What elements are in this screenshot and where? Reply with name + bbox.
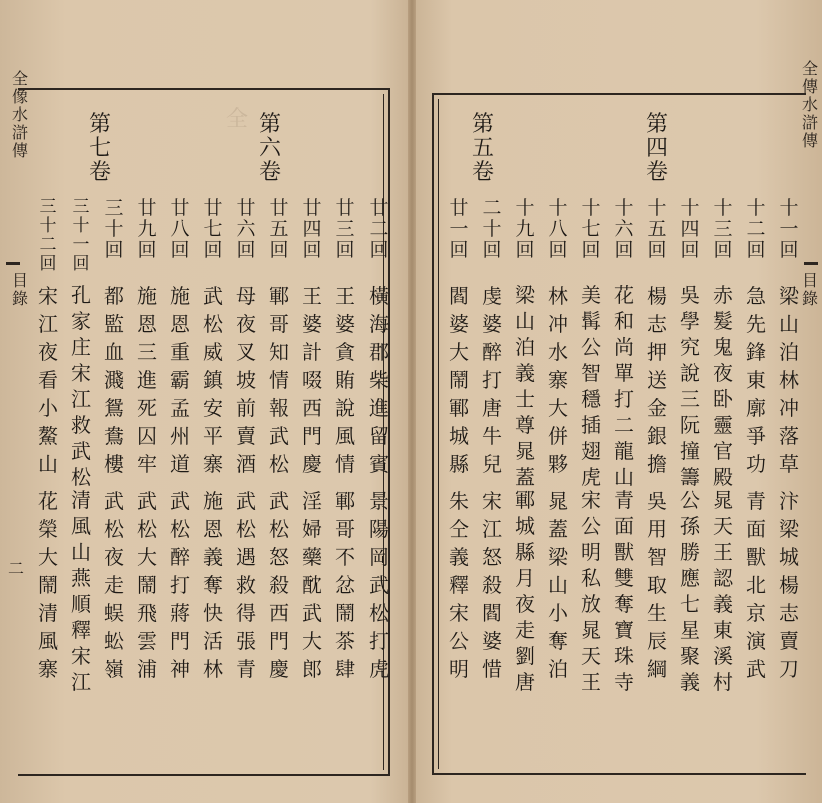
chapter-title-first: 梁山泊林冲落草 bbox=[779, 284, 799, 476]
chapter-title-second: 汴梁城楊志賣刀 bbox=[779, 489, 799, 681]
chapter-number: 三十二回 bbox=[39, 197, 57, 274]
chapter-title-first: 母夜叉坡前賣酒 bbox=[236, 284, 256, 476]
chapter-number: 十三回 bbox=[713, 197, 733, 261]
chapter-title-second: 景陽岡武松打虎 bbox=[369, 489, 389, 681]
chapter-title-second: 吳用智取生辰綱 bbox=[647, 489, 667, 681]
chapter-title-first: 王婆計啜西門慶 bbox=[302, 284, 322, 476]
show-through-ghost: 全 bbox=[225, 107, 248, 132]
chapter-title-second: 施恩義奪快活林 bbox=[203, 489, 223, 681]
left-page bbox=[0, 0, 410, 803]
chapter-title-second: 武松夜走蜈蚣嶺 bbox=[104, 489, 124, 681]
left-heading-1: 第六卷 bbox=[258, 112, 281, 185]
chapter-title-first: 鄆哥知情報武松 bbox=[269, 284, 289, 476]
chapter-title-first: 楊志押送金銀擔 bbox=[647, 284, 667, 476]
chapter-number: 三十一回 bbox=[72, 197, 90, 274]
chapter-number: 十八回 bbox=[548, 197, 568, 261]
chapter-number: 十一回 bbox=[779, 197, 799, 261]
chapter-title-second: 晁天王認義東溪村 bbox=[713, 488, 733, 694]
chapter-title-second: 宋公明私放晁天王 bbox=[581, 488, 601, 694]
chapter-number: 廿五回 bbox=[269, 197, 289, 261]
chapter-title-second: 青面獸雙奪寶珠寺 bbox=[614, 488, 634, 694]
left-folio-section: 目錄 bbox=[11, 271, 28, 308]
chapter-title-second: 青面獸北京演武 bbox=[746, 489, 766, 681]
chapter-title-second: 武松大鬧飛雲浦 bbox=[137, 489, 157, 681]
chapter-title-second: 公孫勝應七星聚義 bbox=[680, 488, 700, 694]
chapter-title-second: 宋江怒殺閻婆惜 bbox=[482, 489, 502, 681]
chapter-title-first: 美髯公智穩插翅虎 bbox=[581, 283, 601, 489]
right-page bbox=[414, 0, 822, 803]
chapter-number: 廿三回 bbox=[335, 197, 355, 261]
chapter-number: 十六回 bbox=[614, 197, 634, 261]
chapter-title-first: 施恩三進死囚牢 bbox=[137, 284, 157, 476]
left-folio-title: 全像水滸傳 bbox=[11, 69, 28, 160]
chapter-title-first: 孔家庄宋江救武松 bbox=[71, 283, 91, 489]
chapter-title-first: 施恩重霸孟州道 bbox=[170, 284, 190, 476]
chapter-title-first: 閻婆大鬧鄆城縣 bbox=[449, 284, 469, 476]
chapter-number: 廿一回 bbox=[449, 197, 469, 261]
chapter-title-first: 宋江夜看小鰲山 bbox=[38, 284, 58, 476]
chapter-title-first: 武松威鎮安平寨 bbox=[203, 284, 223, 476]
chapter-number: 廿六回 bbox=[236, 197, 256, 261]
chapter-number: 廿四回 bbox=[302, 197, 322, 261]
chapter-title-first: 吳學究說三阮撞籌 bbox=[680, 283, 700, 489]
chapter-title-first: 林冲水寨大併夥 bbox=[548, 284, 568, 476]
chapter-title-first: 虔婆醉打唐牛兒 bbox=[482, 284, 502, 476]
chapter-number: 十五回 bbox=[647, 197, 667, 261]
chapter-title-second: 花榮大鬧清風寨 bbox=[38, 489, 58, 681]
left-page-number: 二 bbox=[7, 559, 24, 578]
right-heading-1: 第四卷 bbox=[645, 112, 668, 185]
chapter-number: 廿七回 bbox=[203, 197, 223, 261]
right-folio-title: 全傳水滸傳 bbox=[801, 59, 818, 150]
chapter-title-first: 橫海郡柴進留賓 bbox=[369, 284, 389, 476]
right-folio-section: 目錄 bbox=[801, 271, 818, 308]
chapter-title-first: 王婆貪賄說風情 bbox=[335, 284, 355, 476]
chapter-number: 十七回 bbox=[581, 197, 601, 261]
chapter-number: 廿八回 bbox=[170, 197, 190, 261]
chapter-number: 十四回 bbox=[680, 197, 700, 261]
chapter-title-second: 鄆城縣月夜走劉唐 bbox=[515, 488, 535, 694]
chapter-title-second: 朱仝義釋宋公明 bbox=[449, 489, 469, 681]
chapter-title-second: 鄆哥不忿鬧茶肆 bbox=[335, 489, 355, 681]
chapter-number: 三十回 bbox=[104, 197, 124, 261]
chapter-title-first: 梁山泊義士尊晁蓋 bbox=[515, 283, 535, 489]
chapter-number: 十九回 bbox=[515, 197, 535, 261]
fishtail-mark bbox=[804, 262, 818, 265]
chapter-number: 十二回 bbox=[746, 197, 766, 261]
chapter-number: 二十回 bbox=[482, 197, 502, 261]
chapter-title-second: 晁蓋梁山小奪泊 bbox=[548, 489, 568, 681]
chapter-number: 廿九回 bbox=[137, 197, 157, 261]
chapter-title-first: 赤髮鬼夜卧靈官殿 bbox=[713, 283, 733, 489]
chapter-title-second: 淫婦藥酖武大郎 bbox=[302, 489, 322, 681]
chapter-title-second: 武松醉打蔣門神 bbox=[170, 489, 190, 681]
chapter-title-first: 急先鋒東廓爭功 bbox=[746, 284, 766, 476]
chapter-title-first: 都監血濺鴛鴦樓 bbox=[104, 284, 124, 476]
chapter-number: 廿二回 bbox=[369, 197, 389, 261]
chapter-title-second: 清風山燕順釋宋江 bbox=[71, 488, 91, 694]
chapter-title-second: 武松怒殺西門慶 bbox=[269, 489, 289, 681]
chapter-title-first: 花和尚單打二龍山 bbox=[614, 283, 634, 489]
left-heading-2: 第七卷 bbox=[88, 112, 111, 185]
chapter-title-second: 武松遇救得張青 bbox=[236, 489, 256, 681]
right-heading-2: 第五卷 bbox=[471, 112, 494, 185]
